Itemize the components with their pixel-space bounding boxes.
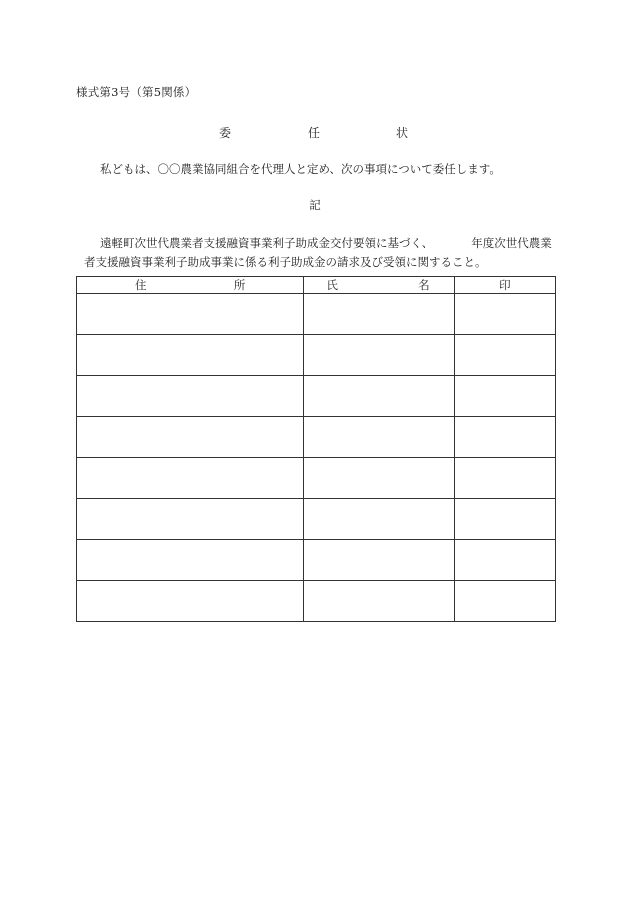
address-cell[interactable] xyxy=(77,540,304,581)
title-char-1: 委 xyxy=(219,126,232,140)
seal-cell[interactable] xyxy=(454,581,555,622)
document-title xyxy=(0,124,630,140)
header-name xyxy=(304,277,454,294)
seal-cell[interactable] xyxy=(454,417,555,458)
seal-cell[interactable] xyxy=(454,499,555,540)
name-cell[interactable] xyxy=(304,417,454,458)
table-row xyxy=(77,294,556,335)
name-cell[interactable] xyxy=(304,458,454,499)
matter-line-1-part-1: 遠軽町次世代農業者支援融資事業利子助成金交付要領に基づく、 xyxy=(100,236,434,250)
table-row xyxy=(77,458,556,499)
table-header-row xyxy=(77,277,556,294)
table-row xyxy=(77,499,556,540)
name-cell[interactable] xyxy=(304,376,454,417)
intro-statement: 私どもは、〇〇農業協同組合を代理人と定め、次の事項について委任します。 xyxy=(100,162,501,176)
ki-heading: 記 xyxy=(309,198,321,212)
header-address xyxy=(77,277,304,294)
name-cell[interactable] xyxy=(304,294,454,335)
title-char-3: 状 xyxy=(396,126,409,140)
table-row xyxy=(77,335,556,376)
header-seal: 印 xyxy=(454,277,555,294)
header-name-char-2: 名 xyxy=(418,278,430,292)
delegation-matter xyxy=(84,234,564,272)
seal-cell[interactable] xyxy=(454,376,555,417)
header-address-char-2: 所 xyxy=(233,278,246,292)
header-name-char-1: 氏 xyxy=(326,278,338,292)
address-cell[interactable] xyxy=(77,376,304,417)
address-cell[interactable] xyxy=(77,294,304,335)
address-cell[interactable] xyxy=(77,581,304,622)
table-row xyxy=(77,581,556,622)
table-row xyxy=(77,540,556,581)
form-number: 様式第3号（第5関係） xyxy=(76,85,197,99)
header-address-char-1: 住 xyxy=(135,278,147,292)
delegates-table xyxy=(76,276,556,622)
name-cell[interactable] xyxy=(304,581,454,622)
address-cell[interactable] xyxy=(77,458,304,499)
seal-cell[interactable] xyxy=(454,540,555,581)
title-char-2: 任 xyxy=(308,126,321,140)
name-cell[interactable] xyxy=(304,335,454,376)
address-cell[interactable] xyxy=(77,335,304,376)
address-cell[interactable] xyxy=(77,499,304,540)
matter-line-2: 者支援融資事業利子助成事業に係る利子助成金の請求及び受領に関すること。 xyxy=(84,255,487,269)
table-row xyxy=(77,376,556,417)
matter-line-1 xyxy=(84,234,564,253)
table-row xyxy=(77,417,556,458)
seal-cell[interactable] xyxy=(454,335,555,376)
name-cell[interactable] xyxy=(304,540,454,581)
seal-cell[interactable] xyxy=(454,294,555,335)
address-cell[interactable] xyxy=(77,417,304,458)
seal-cell[interactable] xyxy=(454,458,555,499)
matter-line-1-part-2: 年度次世代農業 xyxy=(471,236,552,250)
name-cell[interactable] xyxy=(304,499,454,540)
